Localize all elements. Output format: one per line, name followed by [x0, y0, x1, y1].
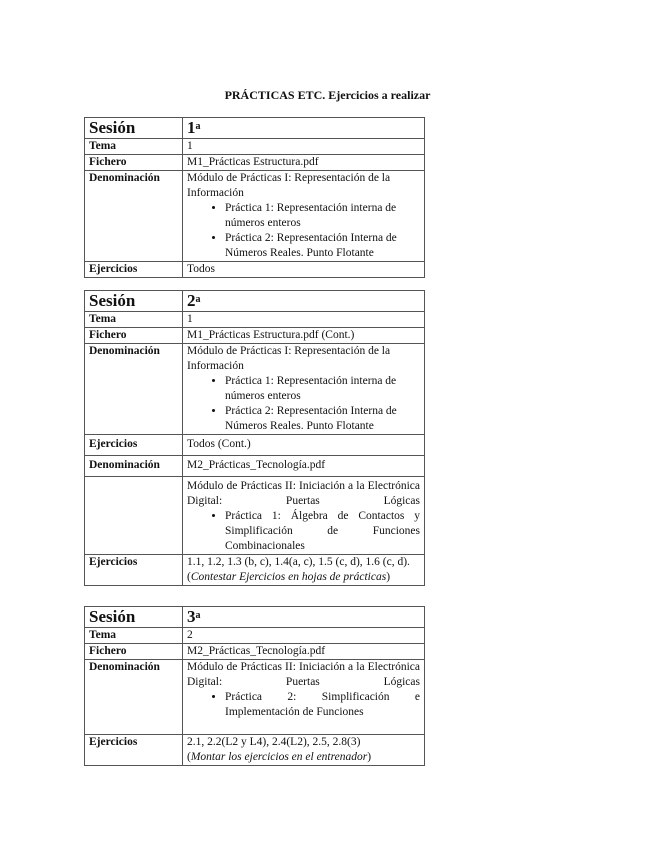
ejercicios-label: Ejercicios — [85, 435, 183, 456]
ejercicios-label: Ejercicios — [85, 555, 183, 586]
list-item: • Práctica 1: Representación interna de números enteros — [225, 374, 420, 404]
ejercicios-row — [85, 262, 425, 278]
ejercicios-label: Ejercicios — [85, 735, 183, 766]
list-item: • Práctica 1: Álgebra de Contactos y Simplificación de Funciones Combinacionales — [225, 509, 420, 554]
ejercicios-row — [85, 735, 425, 766]
fichero-value: M1_Prácticas Estructura.pdf (Cont.) — [183, 328, 425, 344]
tema-row — [85, 312, 425, 328]
tema-value: 2 — [183, 628, 425, 644]
fichero-row — [85, 644, 425, 660]
ejercicios-row-2 — [85, 555, 425, 586]
tema-label: Tema — [85, 628, 183, 644]
module-title: Módulo de Prácticas I: Representación de la Información — [187, 172, 391, 199]
tema-label: Tema — [85, 312, 183, 328]
session-number — [183, 118, 425, 139]
sesion-label: Sesión — [85, 291, 183, 312]
fichero-value: M2_Prácticas_Tecnología.pdf — [183, 644, 425, 660]
denominacion-label: Denominación — [85, 660, 183, 735]
list-item: • Práctica 2: Representación Interna de Números Reales. Punto Flotante — [225, 404, 420, 434]
practice-list — [187, 509, 420, 554]
session-1-table — [84, 117, 425, 278]
fichero-row — [85, 328, 425, 344]
empty-label — [85, 477, 183, 555]
denominacion-row — [85, 344, 425, 435]
ejercicios-open: ( — [187, 751, 191, 763]
session-2-table — [84, 290, 425, 586]
module-title: Módulo de Prácticas II: Iniciación a la Electrónica Digital: Puertas Lógicas — [187, 480, 420, 507]
ejercicios-value: Todos — [183, 262, 425, 278]
practice-list — [187, 201, 420, 261]
ejercicios-value — [183, 735, 425, 766]
denominacion-value — [183, 660, 425, 735]
ejercicios-note: Contestar Ejercicios en hojas de prácticas — [190, 571, 387, 583]
fichero-value: M2_Prácticas_Tecnología.pdf — [183, 456, 425, 477]
denominacion-value — [183, 344, 425, 435]
ejercicios-text: 1.1, 1.2, 1.3 (b, c), 1.4(a, c), 1.5 (c, d), 1.6 (c, d). ( — [187, 556, 410, 583]
sesion-label: Sesión — [85, 607, 183, 628]
list-item: • Práctica 2: Simplificación e Implementación de Funciones — [225, 690, 420, 720]
fichero-row — [85, 155, 425, 171]
denominacion-row — [85, 171, 425, 262]
module-title: Módulo de Prácticas I: Representación de la Información — [187, 345, 391, 372]
fichero-label: Fichero — [85, 155, 183, 171]
session-number-value: 3 — [187, 607, 196, 626]
ejercicios-close: ) — [367, 751, 372, 763]
session-header-row — [85, 607, 425, 628]
module-row — [85, 477, 425, 555]
denominacion-value — [183, 171, 425, 262]
ejercicios-label: Ejercicios — [85, 262, 183, 278]
session-number — [183, 607, 425, 628]
session-3-table — [84, 606, 425, 766]
ejercicios-row — [85, 435, 425, 456]
session-number-value: 1 — [187, 118, 196, 137]
module-value — [183, 477, 425, 555]
denominacion-label: Denominación — [85, 344, 183, 435]
tema-row — [85, 139, 425, 155]
fichero-label: Fichero — [85, 644, 183, 660]
fichero-label: Fichero — [85, 328, 183, 344]
ejercicios-close: ) — [386, 571, 391, 583]
page-title: PRÁCTICAS ETC. Ejercicios a realizar — [224, 88, 431, 102]
session-header-row — [85, 291, 425, 312]
practice-list — [187, 374, 420, 434]
ejercicios-note: Montar los ejercicios en el entrenador — [190, 751, 368, 763]
tema-value: 1 — [183, 312, 425, 328]
tema-label: Tema — [85, 139, 183, 155]
denominacion-row-2 — [85, 456, 425, 477]
fichero-value: M1_Prácticas Estructura.pdf — [183, 155, 425, 171]
ejercicios-text: 2.1, 2.2(L2 y L4), 2.4(L2), 2.5, 2.8(3) — [187, 736, 361, 748]
session-number — [183, 291, 425, 312]
denominacion-label: Denominación — [85, 456, 183, 477]
session-number-value: 2 — [187, 291, 196, 310]
list-item: • Práctica 1: Representación interna de números enteros — [225, 201, 420, 231]
tema-value: 1 — [183, 139, 425, 155]
session-number-sup: a — [195, 610, 201, 621]
session-number-sup: a — [195, 294, 201, 305]
sesion-label: Sesión — [85, 118, 183, 139]
ejercicios-value: Todos (Cont.) — [183, 435, 425, 456]
session-number-sup: a — [195, 121, 201, 132]
tema-row — [85, 628, 425, 644]
denominacion-row — [85, 660, 425, 735]
practice-list — [187, 690, 420, 720]
module-title: Módulo de Prácticas II: Iniciación a la Electrónica Digital: Puertas Lógicas — [187, 661, 420, 688]
ejercicios-value — [183, 555, 425, 586]
session-header-row — [85, 118, 425, 139]
list-item: • Práctica 2: Representación Interna de Números Reales. Punto Flotante — [225, 231, 420, 261]
denominacion-label: Denominación — [85, 171, 183, 262]
